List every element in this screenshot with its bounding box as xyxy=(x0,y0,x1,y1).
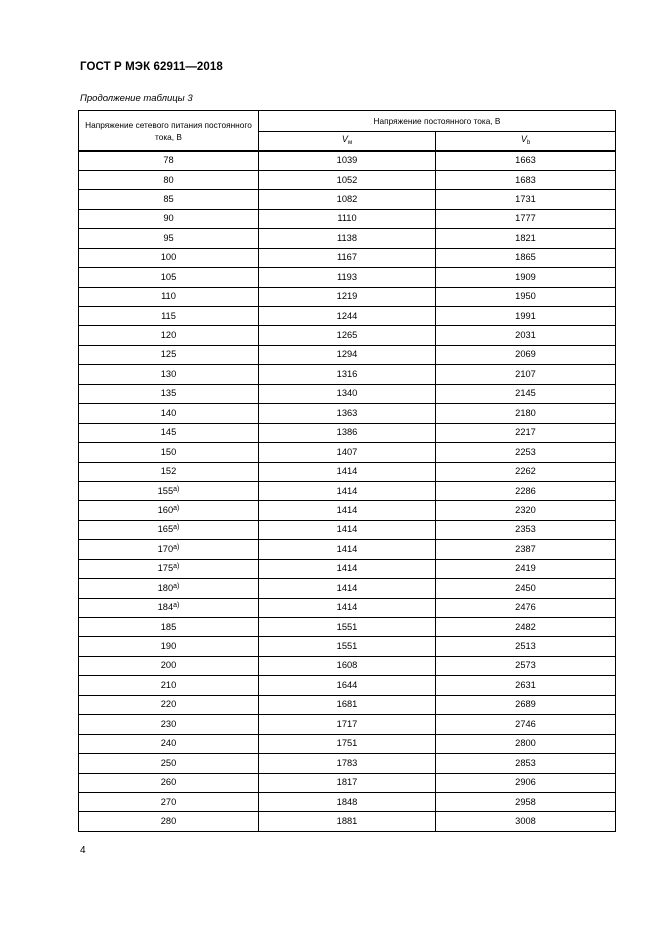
cell-supply-voltage xyxy=(79,695,259,714)
table-row xyxy=(79,754,616,773)
cell-supply-voltage xyxy=(79,170,259,189)
header-col-b xyxy=(436,131,616,151)
cell-supply-voltage xyxy=(79,792,259,811)
cell-voltage-a: 1219 xyxy=(259,287,436,306)
supply-voltage-value: 130 xyxy=(160,368,177,379)
cell-voltage-a: 1681 xyxy=(259,695,436,714)
cell-voltage-b: 2107 xyxy=(436,365,616,384)
table-row xyxy=(79,268,616,287)
cell-voltage-b: 1865 xyxy=(436,248,616,267)
table-header xyxy=(79,111,616,152)
table-row xyxy=(79,773,616,792)
cell-voltage-a: 1138 xyxy=(259,229,436,248)
cell-voltage-b: 2031 xyxy=(436,326,616,345)
cell-supply-voltage xyxy=(79,501,259,520)
cell-voltage-a: 1414 xyxy=(259,598,436,617)
cell-supply-voltage xyxy=(79,462,259,481)
supply-voltage-value: 260 xyxy=(160,777,177,788)
table-row xyxy=(79,540,616,559)
cell-voltage-a: 1414 xyxy=(259,579,436,598)
supply-voltage-value: 190 xyxy=(160,641,177,651)
cell-supply-voltage xyxy=(79,754,259,773)
table-row xyxy=(79,443,616,462)
cell-voltage-b: 2419 xyxy=(436,559,616,578)
supply-voltage-value: 110 xyxy=(161,291,176,302)
cell-supply-voltage xyxy=(79,287,259,306)
header-col-b-subscript: b xyxy=(526,140,531,147)
table-row xyxy=(79,345,616,364)
cell-voltage-b: 2450 xyxy=(436,579,616,598)
cell-voltage-a: 1167 xyxy=(259,248,436,267)
table-row xyxy=(79,326,616,345)
cell-voltage-b: 2853 xyxy=(436,754,616,773)
cell-voltage-b: 2353 xyxy=(436,520,616,539)
cell-supply-voltage xyxy=(79,773,259,792)
cell-voltage-a: 1881 xyxy=(259,812,436,831)
table-row xyxy=(79,637,616,656)
header-supply-voltage: Напряжение сетевого питания постоянного тока, В xyxy=(79,111,259,152)
table-body xyxy=(79,151,616,831)
table-row xyxy=(79,462,616,481)
supply-voltage-value: 185 xyxy=(160,621,177,632)
cell-voltage-a: 1110 xyxy=(259,209,436,228)
table-row xyxy=(79,307,616,326)
table-row xyxy=(79,365,616,384)
document-code: ГОСТ Р МЭК 62911—2018 xyxy=(80,61,223,73)
cell-voltage-a: 1039 xyxy=(259,151,436,170)
supply-voltage-value: 165 xyxy=(157,524,174,535)
table-row xyxy=(79,151,616,170)
cell-supply-voltage xyxy=(79,443,259,462)
page-number: 4 xyxy=(80,845,86,856)
table-row xyxy=(79,248,616,267)
header-col-a-subscript: м xyxy=(347,140,353,147)
cell-voltage-a: 1551 xyxy=(259,618,436,637)
cell-voltage-a: 1551 xyxy=(259,637,436,656)
supply-voltage-value: 150 xyxy=(160,446,177,457)
cell-supply-voltage xyxy=(79,637,259,656)
cell-supply-voltage xyxy=(79,384,259,403)
cell-voltage-b: 2180 xyxy=(436,404,616,423)
table-row xyxy=(79,287,616,306)
supply-voltage-value: 280 xyxy=(160,815,177,826)
supply-voltage-value: 115 xyxy=(161,310,176,321)
supply-voltage-value: 180 xyxy=(157,582,174,593)
supply-voltage-value: 100 xyxy=(160,252,177,263)
header-col-a-symbol: V xyxy=(341,134,348,145)
cell-voltage-b: 2145 xyxy=(436,384,616,403)
cell-voltage-b: 2800 xyxy=(436,734,616,753)
supply-voltage-value: 80 xyxy=(163,174,174,185)
cell-voltage-b: 1950 xyxy=(436,287,616,306)
cell-voltage-b: 2746 xyxy=(436,715,616,734)
cell-supply-voltage xyxy=(79,151,259,170)
cell-supply-voltage xyxy=(79,248,259,267)
footnote-marker: a) xyxy=(173,524,180,532)
cell-supply-voltage xyxy=(79,268,259,287)
cell-voltage-a: 1414 xyxy=(259,462,436,481)
cell-voltage-a: 1817 xyxy=(259,773,436,792)
supply-voltage-value: 210 xyxy=(160,679,177,690)
table-row xyxy=(79,501,616,520)
cell-voltage-a: 1608 xyxy=(259,656,436,675)
footnote-marker: a) xyxy=(173,485,180,493)
cell-voltage-b: 2482 xyxy=(436,618,616,637)
supply-voltage-value: 125 xyxy=(160,349,177,360)
table-row xyxy=(79,792,616,811)
cell-voltage-a: 1751 xyxy=(259,734,436,753)
header-col-b-symbol: V xyxy=(520,134,527,145)
cell-voltage-b: 2253 xyxy=(436,443,616,462)
supply-voltage-value: 135 xyxy=(160,388,177,399)
cell-supply-voltage xyxy=(79,520,259,539)
table-row xyxy=(79,734,616,753)
cell-voltage-b: 2573 xyxy=(436,656,616,675)
supply-voltage-value: 240 xyxy=(160,738,177,749)
cell-supply-voltage xyxy=(79,229,259,248)
cell-supply-voltage xyxy=(79,326,259,345)
cell-voltage-b: 2958 xyxy=(436,792,616,811)
supply-voltage-value: 95 xyxy=(163,232,174,243)
footnote-marker: a) xyxy=(173,602,180,610)
supply-voltage-value: 230 xyxy=(160,718,177,729)
cell-supply-voltage xyxy=(79,307,259,326)
table-row xyxy=(79,520,616,539)
cell-voltage-b: 1683 xyxy=(436,170,616,189)
supply-voltage-value: 160 xyxy=(157,504,174,515)
cell-voltage-b: 1991 xyxy=(436,307,616,326)
cell-voltage-b: 2217 xyxy=(436,423,616,442)
cell-voltage-a: 1265 xyxy=(259,326,436,345)
cell-voltage-a: 1244 xyxy=(259,307,436,326)
cell-voltage-b: 2513 xyxy=(436,637,616,656)
table-row xyxy=(79,676,616,695)
cell-supply-voltage xyxy=(79,209,259,228)
table-row xyxy=(79,170,616,189)
supply-voltage-value: 145 xyxy=(160,427,177,438)
cell-supply-voltage xyxy=(79,190,259,209)
table-row xyxy=(79,384,616,403)
cell-supply-voltage xyxy=(79,579,259,598)
table-row xyxy=(79,559,616,578)
table-row xyxy=(79,229,616,248)
cell-voltage-b: 2631 xyxy=(436,676,616,695)
supply-voltage-value: 120 xyxy=(160,330,177,340)
cell-voltage-b: 2387 xyxy=(436,540,616,559)
cell-supply-voltage xyxy=(79,481,259,500)
cell-voltage-b: 2689 xyxy=(436,695,616,714)
supply-voltage-value: 175 xyxy=(157,563,174,574)
cell-voltage-b: 2320 xyxy=(436,501,616,520)
cell-voltage-b: 1821 xyxy=(436,229,616,248)
cell-voltage-b: 2906 xyxy=(436,773,616,792)
cell-supply-voltage xyxy=(79,812,259,831)
cell-voltage-a: 1414 xyxy=(259,481,436,500)
cell-voltage-a: 1407 xyxy=(259,443,436,462)
header-dc-voltage: Напряжение постоянного тока, В xyxy=(259,111,616,132)
cell-supply-voltage xyxy=(79,365,259,384)
header-col-a xyxy=(259,131,436,151)
cell-voltage-b: 1663 xyxy=(436,151,616,170)
cell-supply-voltage xyxy=(79,423,259,442)
supply-voltage-value: 152 xyxy=(160,466,177,477)
table-row xyxy=(79,656,616,675)
cell-voltage-a: 1848 xyxy=(259,792,436,811)
footnote-marker: a) xyxy=(173,582,180,590)
cell-voltage-a: 1316 xyxy=(259,365,436,384)
cell-voltage-a: 1363 xyxy=(259,404,436,423)
cell-voltage-a: 1082 xyxy=(259,190,436,209)
cell-supply-voltage xyxy=(79,404,259,423)
cell-supply-voltage xyxy=(79,715,259,734)
supply-voltage-value: 90 xyxy=(163,213,174,224)
cell-supply-voltage xyxy=(79,540,259,559)
cell-voltage-a: 1340 xyxy=(259,384,436,403)
cell-voltage-a: 1414 xyxy=(259,540,436,559)
cell-voltage-b: 2069 xyxy=(436,345,616,364)
table-row xyxy=(79,715,616,734)
cell-voltage-a: 1386 xyxy=(259,423,436,442)
footnote-marker: a) xyxy=(173,563,180,571)
footnote-marker: a) xyxy=(173,504,180,512)
cell-voltage-b: 2262 xyxy=(436,462,616,481)
cell-voltage-a: 1717 xyxy=(259,715,436,734)
cell-voltage-a: 1193 xyxy=(259,268,436,287)
cell-supply-voltage xyxy=(79,618,259,637)
cell-supply-voltage xyxy=(79,345,259,364)
cell-supply-voltage xyxy=(79,559,259,578)
supply-voltage-value: 170 xyxy=(157,543,174,554)
cell-voltage-a: 1783 xyxy=(259,754,436,773)
cell-supply-voltage xyxy=(79,656,259,675)
cell-voltage-a: 1052 xyxy=(259,170,436,189)
table-continuation-caption: Продолжение таблицы 3 xyxy=(80,93,193,104)
table-row xyxy=(79,598,616,617)
supply-voltage-value: 220 xyxy=(160,699,177,710)
cell-voltage-a: 1644 xyxy=(259,676,436,695)
cell-supply-voltage xyxy=(79,676,259,695)
supply-voltage-value: 78 xyxy=(163,155,174,166)
table-row xyxy=(79,481,616,500)
cell-voltage-a: 1414 xyxy=(259,501,436,520)
supply-voltage-value: 200 xyxy=(160,660,177,671)
cell-voltage-a: 1414 xyxy=(259,559,436,578)
table-row xyxy=(79,423,616,442)
table-row xyxy=(79,404,616,423)
cell-voltage-b: 2476 xyxy=(436,598,616,617)
table-row xyxy=(79,209,616,228)
cell-voltage-b: 1777 xyxy=(436,209,616,228)
supply-voltage-value: 270 xyxy=(160,796,177,807)
supply-voltage-value: 140 xyxy=(160,407,177,418)
cell-voltage-b: 1909 xyxy=(436,268,616,287)
table-row xyxy=(79,579,616,598)
table-row xyxy=(79,695,616,714)
cell-supply-voltage xyxy=(79,598,259,617)
supply-voltage-value: 184 xyxy=(157,602,174,613)
cell-supply-voltage xyxy=(79,734,259,753)
cell-voltage-b: 3008 xyxy=(436,812,616,831)
footnote-marker: a) xyxy=(173,543,180,551)
voltage-table xyxy=(78,110,616,832)
supply-voltage-value: 105 xyxy=(160,271,177,282)
supply-voltage-value: 250 xyxy=(160,757,177,768)
supply-voltage-value: 85 xyxy=(163,193,174,204)
table-row xyxy=(79,618,616,637)
cell-voltage-a: 1414 xyxy=(259,520,436,539)
supply-voltage-value: 155 xyxy=(157,485,174,496)
cell-voltage-a: 1294 xyxy=(259,345,436,364)
table-row xyxy=(79,812,616,831)
cell-voltage-b: 2286 xyxy=(436,481,616,500)
table-row xyxy=(79,190,616,209)
cell-voltage-b: 1731 xyxy=(436,190,616,209)
